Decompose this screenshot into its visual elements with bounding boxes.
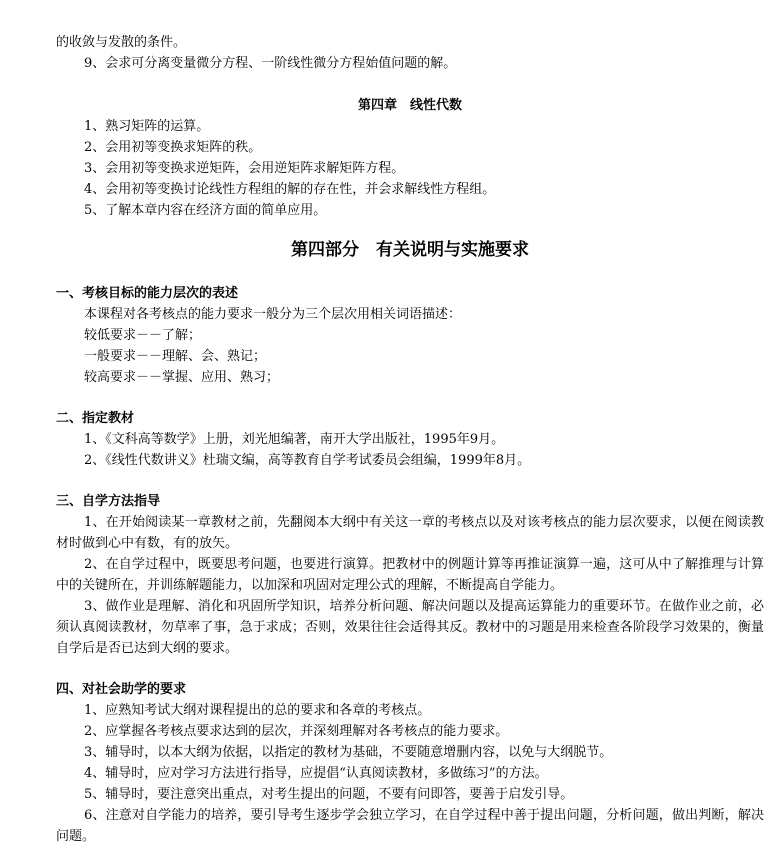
chapter4-item-3: 3、会用初等变换求逆矩阵，会用逆矩阵求解矩阵方程。 <box>84 161 405 176</box>
chapter4-item-4: 4、会用初等变换讨论线性方程组的解的存在性，并会求解线性方程组。 <box>84 182 496 197</box>
textbook-item-2: 2、《线性代数讲义》杜瑞文编，高等教育自学考试委员会组编，1999年8月。 <box>84 453 531 468</box>
chapter-4-title: 第四章 线性代数 <box>357 98 462 113</box>
section-2-title: 二、指定教材 <box>56 411 135 426</box>
tutoring-item-4: 4、辅导时，应对学习方法进行指导，应提倡“认真阅读教材，多做练习”的方法。 <box>84 766 548 781</box>
chapter4-item-5: 5、了解本章内容在经济方面的简单应用。 <box>84 203 327 218</box>
self-study-paragraph-1: 1、在开始阅读某一章教材之前，先翻阅本大纲中有关这一章的考核点以及对该考核点的能力层次要求，以便在阅读教材时做到心中有数，有的放矢。 <box>56 515 764 551</box>
self-study-paragraph-2: 2、在自学过程中，既要思考问题，也要进行演算。把教材中的例题计算等再推证演算一遍，这可从中了解推理与计算中的关键所在，并训练解题能力，以加深和巩固对定理公式的理解，不断提高自学能力。 <box>56 557 764 593</box>
chapter4-item-1: 1、熟习矩阵的运算。 <box>84 119 210 134</box>
part-4-title: 第四部分 有关说明与实施要求 <box>291 240 529 260</box>
section-1-line: 较高要求－－掌握、应用、熟习； <box>84 370 280 385</box>
section-1-line: 较低要求－－了解； <box>84 328 202 343</box>
chapter3-item-9: 9、会求可分离变量微分方程、一阶线性微分方程始值问题的解。 <box>84 56 457 71</box>
section-3-title: 三、自学方法指导 <box>56 494 161 509</box>
continued-text-line: 的收敛与发散的条件。 <box>56 35 187 50</box>
tutoring-item-3: 3、辅导时，以本大纲为依据，以指定的教材为基础，不要随意增删内容，以免与大纲脱节。 <box>84 745 613 760</box>
section-1-line: 一般要求－－理解、会、熟记； <box>84 349 267 364</box>
section-1-title: 一、考核目标的能力层次的表述 <box>56 286 239 301</box>
tutoring-item-6: 6、注意对自学能力的培养，要引导考生逐步学会独立学习，在自学过程中善于提出问题，分析问题，做出判断，解决问题。 <box>56 808 764 844</box>
section-4-title: 四、对社会助学的要求 <box>56 682 187 697</box>
tutoring-item-5: 5、辅导时，要注意突出重点，对考生提出的问题，不要有问即答，要善于启发引导。 <box>84 787 574 802</box>
tutoring-item-1: 1、应熟知考试大纲对课程提出的总的要求和各章的考核点。 <box>84 703 431 718</box>
textbook-item-1: 1、《文科高等数学》上册，刘光旭编著，南开大学出版社，1995年9月。 <box>84 432 505 447</box>
chapter4-item-2: 2、会用初等变换求矩阵的秩。 <box>84 140 262 155</box>
self-study-paragraph-3: 3、做作业是理解、消化和巩固所学知识，培养分析问题、解决问题以及提高运算能力的重要环节。在做作业之前，必须认真阅读教材，勿草率了事，急于求成；否则，效果往往会适得其反。教材中的习题是用来检查各阶段学习效果的，衡量自学后是否已达到大纲的要求。 <box>56 599 764 656</box>
tutoring-item-2: 2、应掌握各考核点要求达到的层次，并深刻理解对各考核点的能力要求。 <box>84 724 509 739</box>
section-1-line: 本课程对各考核点的能力要求一般分为三个层次用相关词语描述： <box>84 307 462 322</box>
